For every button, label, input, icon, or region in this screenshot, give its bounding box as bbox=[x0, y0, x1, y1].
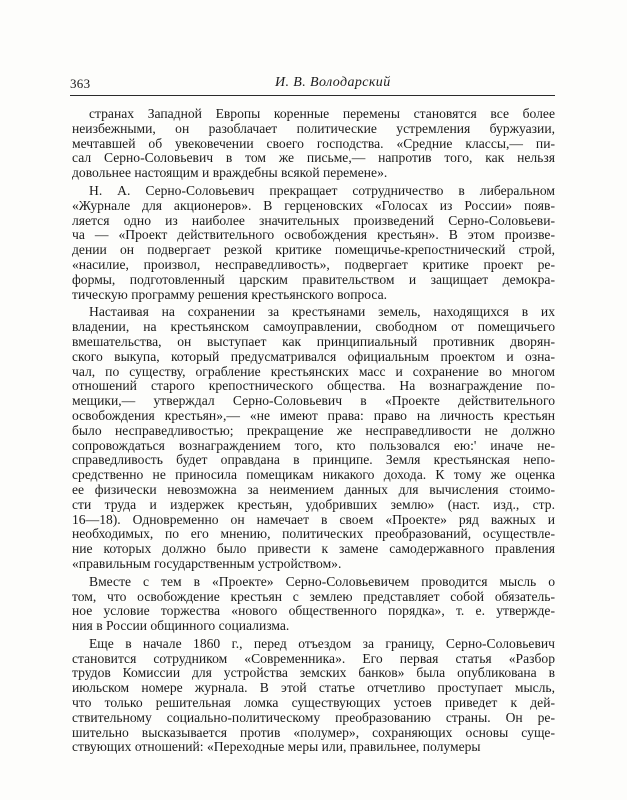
text-line: сал Серно-Соловьевич в том же письме,— напротив того, как нельзя bbox=[72, 150, 555, 166]
text-line: странах Западной Европы коренные перемены становятся все более bbox=[89, 106, 555, 121]
running-header bbox=[70, 73, 555, 96]
text-line: что только решительная ломка существующих устоев приведет к дей- bbox=[72, 695, 555, 711]
text-line: Н. А. Серно-Соловьевич прекращает сотрудничество в либеральном bbox=[89, 182, 555, 198]
text-line: чал, по существу, ограбление крестьянских масс и сохранение во многом bbox=[72, 363, 555, 379]
text-line: ствующих отношений: «Переходные меры или, правильнее, полумеры bbox=[72, 739, 481, 755]
text-line: ние которых должно было привести к замене самодержавного правления bbox=[72, 541, 555, 557]
text-line: шительно высказывается против «полумер», сохраняющих основы суще- bbox=[72, 724, 555, 740]
text-line: тическую программу решения крестьянского вопроса. bbox=[72, 286, 388, 302]
text-line: ее физически невозможна за неимением данных для вычисления стоимо- bbox=[72, 481, 555, 497]
text-line: неизбежными, он разоблачает политические устремления буржуазии, bbox=[72, 120, 555, 136]
text-line: Вместе с тем в «Проекте» Серно-Соловьевичем проводится мысль о bbox=[89, 573, 555, 589]
text-line: трудов Комиссии для устройства земских банков» была опубликована в bbox=[72, 665, 555, 681]
text-line: мечтавшей об увековечении своего господства. «Средние классы,— пи- bbox=[72, 135, 555, 151]
text-line: Настаивая на сохранении за крестьянами земель, находящихся в их bbox=[89, 304, 555, 320]
paragraph bbox=[72, 305, 555, 571]
text-line: формы, подготовленный царским правительством и защищает демокра- bbox=[72, 271, 555, 287]
text-line: «Журнале для акционеров». В герценовских «Голосах из России» появ- bbox=[72, 197, 555, 213]
text-line: было несправедливостью; прекращение же несправедливости не должно bbox=[72, 422, 555, 438]
text-line: ского выкупа, который предусматривался официальным проектом и озна- bbox=[72, 348, 555, 364]
text-line: «насилие, произвол, несправедливость», подвергает критике проект ре- bbox=[72, 256, 555, 272]
page-number: 363 bbox=[70, 76, 91, 91]
text-line: «правильным государственным устройством». bbox=[72, 555, 342, 571]
text-line: средственно не приносила помещикам никакого дохода. К тому же оценка bbox=[72, 467, 555, 483]
text-line: июльском номере журнала. В этой статье отчетливо проступает мысль, bbox=[72, 680, 555, 696]
text-line: дении он подвергает резкой критике помещичье-крепостнический строй, bbox=[72, 242, 555, 258]
text-line: вмешательства, он выступает как принципиальный противник дворян- bbox=[72, 333, 555, 349]
paragraph bbox=[72, 575, 555, 634]
text-line: мещики,— утверждал Серно-Соловьевич в «Проекте действительного bbox=[72, 393, 555, 409]
text-line: довольнее настоящим и враждебны всякой перемене». bbox=[72, 165, 388, 181]
text-line: ное условие торжества «нового общественного порядка», т. е. утвержде- bbox=[72, 603, 555, 619]
text-line: том, что освобождение крестьян с землею представляет собой обязатель- bbox=[72, 588, 555, 604]
text-line: сти труда и издержек крестьян, удобривших землю» (наст. изд., стр. bbox=[72, 496, 555, 512]
text-line: становится сотрудником «Современника». Его первая статья «Разбор bbox=[72, 650, 555, 666]
text-line: справедливость будет оправдана в принципе. Земля крестьянская непо- bbox=[72, 452, 555, 468]
paragraph bbox=[72, 184, 555, 302]
paragraph bbox=[72, 107, 555, 181]
text-line: отношений старого крепостнического общества. На вознаграждение по- bbox=[72, 378, 555, 394]
text-line: ния в России общинного социализма. bbox=[72, 618, 290, 634]
text-line: Еще в начале 1860 г., перед отъездом за границу, Серно-Соловьевич bbox=[89, 635, 555, 651]
running-title: И. В. Володарский bbox=[275, 75, 391, 90]
text-line: ча — «Проект действительного освобождения крестьян». В этом произве- bbox=[72, 227, 555, 243]
text-line: необходимых, по его мнению, политических преобразований, осуществле- bbox=[72, 526, 555, 542]
text-line: ствительному социально-политическому преобразованию страны. Он ре- bbox=[72, 709, 555, 725]
text-line: 16—18). Одновременно он намечает в своем «Проекте» ряд важных и bbox=[72, 511, 555, 527]
text-line: владении, на крестьянском самоуправлении, свободном от помещичьего bbox=[72, 319, 555, 335]
text-body bbox=[72, 107, 555, 758]
paragraph bbox=[72, 637, 555, 755]
text-line: освобождения крестьян»,— «не имеют права: право на личность крестьян bbox=[72, 407, 555, 423]
text-line: ляется одно из наиболее значительных произведений Серно-Соловьеви- bbox=[72, 212, 555, 228]
text-line: сопровождаться вознаграждением того, кто пользовался ею:' иначе не- bbox=[72, 437, 555, 453]
